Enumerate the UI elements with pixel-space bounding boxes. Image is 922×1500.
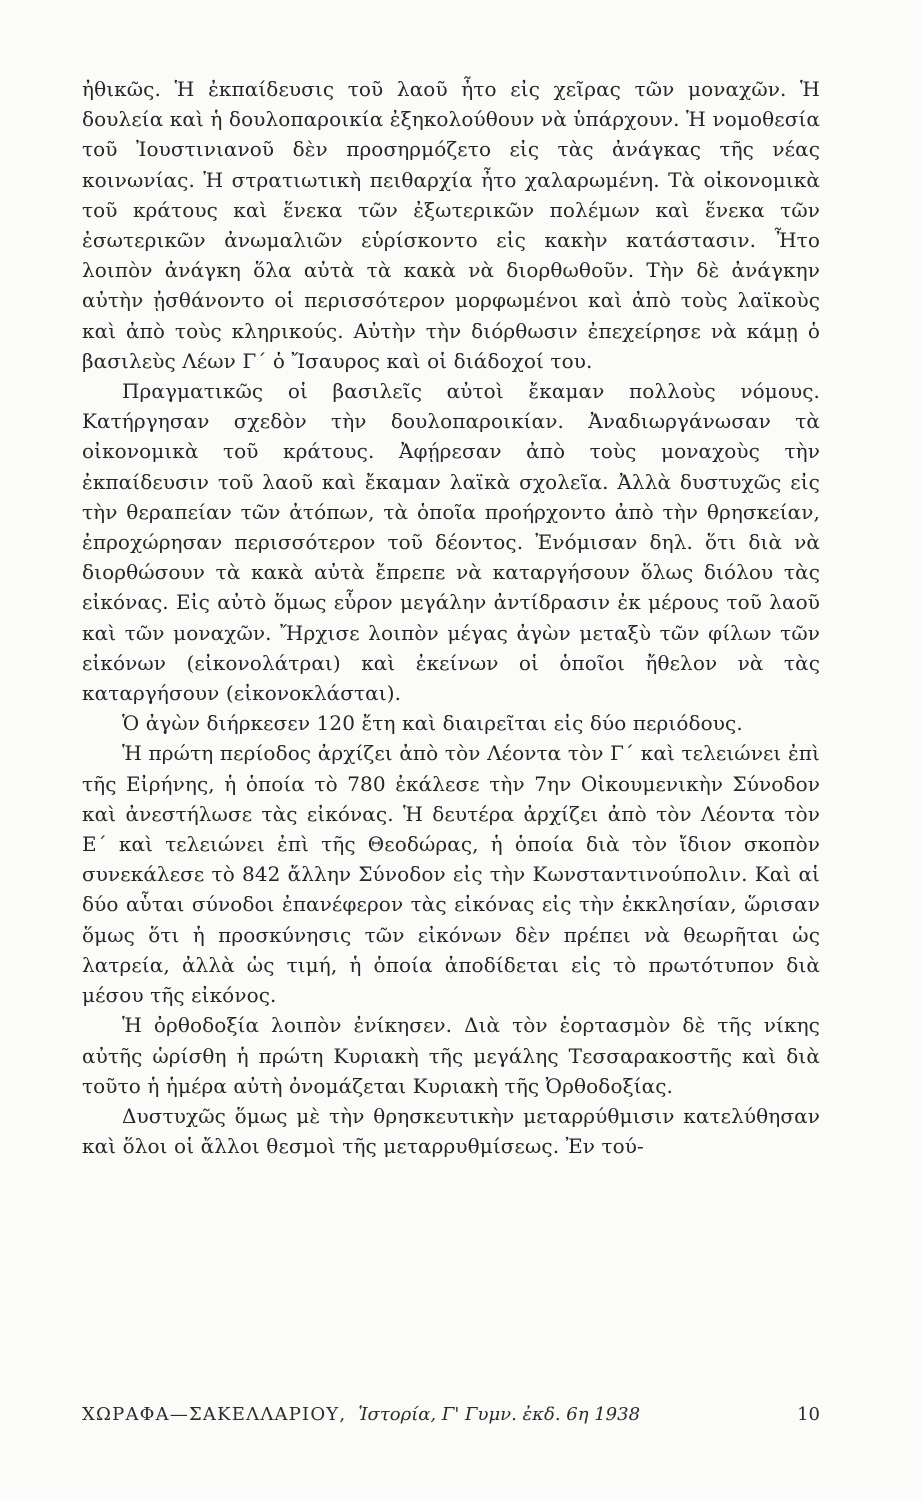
paragraph: ἠθικῶς. Ἡ ἐκπαίδευσις τοῦ λαοῦ ἦτο εἰς χεῖρας τῶν μοναχῶν. Ἡ δουλεία καὶ ἡ δουλοπαροικία ἐξηκολούθουν νὰ ὑπάρχουν. Ἡ νομοθεσία τοῦ Ἰουστινιανοῦ δὲν προσηρμόζετο εἰς τὰς ἀνάγκας τῆς νέας κοινωνίας. Ἡ στρατιωτικὴ πειθαρχία ἦτο χαλαρωμένη. Τὰ οἰκονομικὰ τοῦ κράτους καὶ ἕνεκα τῶν ἐξωτερικῶν πολέμων καὶ ἕνεκα τῶν ἐσωτερικῶν ἀνωμαλιῶν εὑρίσκοντο εἰς κακὴν κατάστασιν. Ἦτο λοιπὸν ἀνάγκη ὅλα αὐτὰ τὰ κακὰ νὰ διορθωθοῦν. Τὴν δὲ ἀνάγκην αὐτὴν ᾐσθάνοντο οἱ περισσότερον μορφωμένοι καὶ ἀπὸ τοὺς λαϊκοὺς καὶ ἀπὸ τοὺς κληρικούς. Αὐτὴν τὴν διόρθωσιν ἐπεχείρησε νὰ κάμῃ ὁ βασιλεὺς Λέων Γ΄ ὁ Ἴσαυρος καὶ οἱ διάδοχοί του. <box>82 77 821 373</box>
page-footer <box>82 1404 820 1425</box>
footer-publisher: ΧΩΡΑΦΑ—ΣΑΚΕΛΛΑΡΙΟΥ, <box>82 1404 347 1425</box>
paragraph: Ἡ πρώτη περίοδος ἀρχίζει ἀπὸ τὸν Λέοντα τὸν Γ΄ καὶ τελειώνει ἐπὶ τῆς Εἰρήνης, ἡ ὁποία τὸ 780 ἐκάλεσε τὴν 7ην Οἰκουμενικὴν Σύνοδον καὶ ἀνεστήλωσε τὰς εἰκόνας. Ἡ δευτέρα ἀρχίζει ἀπὸ τὸν Λέοντα τὸν Ε΄ καὶ τελειώνει ἐπὶ τῆς Θεοδώρας, ἡ ὁποία διὰ τὸν ἴδιον σκοπὸν συνεκάλεσε τὸ 842 ἄλλην Σύνοδον εἰς τὴν Κωνσταντινούπολιν. Καὶ αἱ δύο αὗται σύνοδοι ἐπανέφερον τὰς εἰκόνας εἰς τὴν ἐκκλησίαν, ὥρισαν ὅμως ὅτι ἡ προσκύνησις τῶν εἰκόνων δὲν πρέπει νὰ θεωρῆται ὡς λατρεία, ἀλλὰ ὡς τιμή, ἡ ὁποία ἀποδίδεται εἰς τὸ πρωτότυπον διὰ μέσου τῆς εἰκόνος. <box>82 741 820 1008</box>
paragraph: Δυστυχῶς ὅμως μὲ τὴν θρησκευτικὴν μεταρρύθμισιν κατελύθησαν καὶ ὅλοι οἱ ἄλλοι θεσμοὶ τῆς μεταρρυθμίσεως. Ἐν τού- <box>82 1103 820 1159</box>
paragraph: Ἡ ὀρθοδοξία λοιπὸν ἐνίκησεν. Διὰ τὸν ἑορτασμὸν δὲ τῆς νίκης αὐτῆς ὡρίσθη ἡ πρώτη Κυριακὴ τῆς μεγάλης Τεσσαρακοστῆς καὶ διὰ τοῦτο ἡ ἡμέρα αὐτὴ ὀνομάζεται Κυριακὴ τῆς Ὀρθοδοξίας. <box>82 1013 820 1098</box>
footer-book-title: Ἱστορία, Γ' Γυμν. ἐκδ. 6η 1938 <box>358 1404 641 1425</box>
paragraph: Ὁ ἀγὼν διήρκεσεν 120 ἔτη καὶ διαιρεῖται εἰς δύο περιόδους. <box>122 711 743 736</box>
page-number: 10 <box>797 1404 820 1425</box>
page-body <box>82 74 820 1161</box>
paragraph: Πραγματικῶς οἱ βασιλεῖς αὐτοὶ ἔκαμαν πολλοὺς νόμους. Κατήργησαν σχεδὸν τὴν δουλοπαροικίαν. Ἀναδιωργάνωσαν τὰ οἰκονομικὰ τοῦ κράτους. Ἀφῄρεσαν ἀπὸ τοὺς μοναχοὺς τὴν ἐκπαίδευσιν τοῦ λαοῦ καὶ ἔκαμαν λαϊκὰ σχολεῖα. Ἀλλὰ δυστυχῶς εἰς τὴν θεραπείαν τῶν ἀτόπων, τὰ ὁποῖα προήρχοντο ἀπὸ τὴν θρησκείαν, ἐπροχώρησαν περισσότερον τοῦ δέοντος. Ἐνόμισαν δηλ. ὅτι διὰ νὰ διορθώσουν τὰ κακὰ αὐτὰ ἔπρεπε νὰ καταργήσουν ὅλως διόλου τὰς εἰκόνας. Εἰς αὐτὸ ὅμως εὗρον μεγάλην ἀντίδρασιν ἐκ μέρους τοῦ λαοῦ καὶ τῶν μοναχῶν. Ἤρχισε λοιπὸν μέγας ἀγὼν μεταξὺ τῶν φίλων τῶν εἰκόνων (εἰκονολάτραι) καὶ ἐκείνων οἱ ὁποῖοι ἤθελον νὰ τὰς καταργήσουν (εἰκονοκλάσται). <box>82 379 820 706</box>
